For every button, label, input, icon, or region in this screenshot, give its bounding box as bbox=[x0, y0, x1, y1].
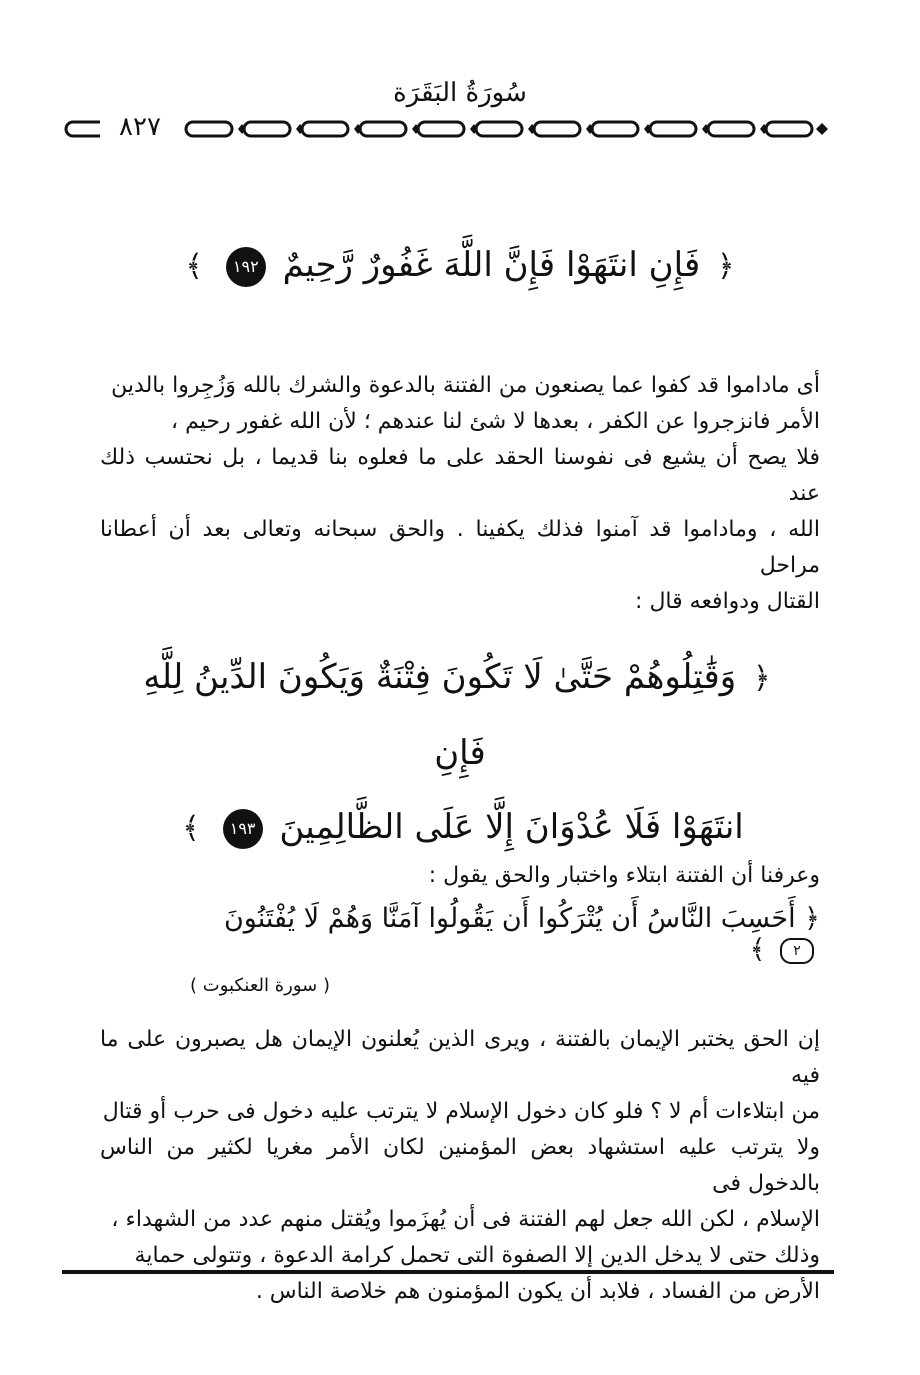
intro-line bbox=[100, 858, 820, 894]
quote-close-bracket: ﴾ bbox=[749, 934, 766, 965]
text-line: فلا يصح أن يشيع فى نفوسنا الحقد على ما فعلوه بنا قديما ، بل نحتسب ذلك عند bbox=[100, 445, 820, 506]
text-line: أى ماداموا قد كفوا عما يصنعون من الفتنة بالدعوة والشرك بالله وَزُجِروا بالدين bbox=[111, 373, 820, 398]
ayah-number-193: ١٩٣ bbox=[223, 809, 263, 849]
quote-open-bracket: ﴿ bbox=[804, 903, 820, 934]
text-line: وذلك حتى لا يدخل الدين إلا الصفوة التى تحمل كرامة الدعوة ، وتتولى حماية bbox=[134, 1243, 820, 1268]
text-line: من ابتلاءات أم لا ؟ فلو كان دخول الإسلام لا يترتب عليه دخول فى حرب أو قتال bbox=[102, 1099, 820, 1124]
verse-193 bbox=[120, 640, 800, 866]
verse-close-ornament: ﴾ bbox=[182, 811, 200, 846]
text-line: الله ، وماداموا قد آمنوا فذلك يكفينا . والحق سبحانه وتعالى بعد أن أعطانا مراحل bbox=[100, 517, 820, 578]
text-line: الأرض من الفساد ، فلابد أن يكون المؤمنون هم خلاصة الناس . bbox=[255, 1279, 820, 1304]
page-number: ٨٢٧ bbox=[100, 112, 180, 142]
quoted-verse bbox=[215, 903, 820, 965]
verse-open-ornament: ﴿ bbox=[753, 661, 771, 696]
ayah-number-192: ١٩٢ bbox=[226, 247, 266, 287]
footer-rule bbox=[62, 1270, 834, 1274]
text-line: القتال ودوافعه قال : bbox=[635, 589, 820, 614]
quote-ayah-number: ٢ bbox=[780, 938, 814, 964]
verse-193-text-1: وَقَٰتِلُوهُمْ حَتَّىٰ لَا تَكُونَ فِتْنَةٌ وَيَكُونَ الدِّينُ لِلَّهِ فَإِنِ bbox=[143, 657, 737, 773]
verse-192 bbox=[150, 228, 770, 304]
text-line: الإسلام ، لكن الله جعل لهم الفتنة فى أن يُهزَموا ويُقتل منهم عدد من الشهداء ، bbox=[111, 1207, 820, 1232]
commentary-paragraph-1 bbox=[100, 368, 820, 620]
text-line: الأمر فانزجروا عن الكفر ، بعدها لا شئ لنا عندهم ؛ لأن الله غفور رحيم ، bbox=[171, 409, 820, 434]
verse-close-ornament: ﴾ bbox=[185, 249, 203, 284]
header-ornament-rule bbox=[64, 116, 842, 142]
verse-193-line-2 bbox=[120, 790, 800, 866]
commentary-paragraph-2 bbox=[100, 1022, 820, 1310]
verse-open-ornament: ﴿ bbox=[717, 249, 735, 284]
text-line: إن الحق يختبر الإيمان بالفتنة ، ويرى الذين يُعلنون الإيمان هل يصبرون على ما فيه bbox=[100, 1027, 820, 1088]
surah-title: سُورَةُ البَقَرَة bbox=[393, 78, 527, 108]
verse-193-text-2: انتَهَوْا فَلَا عُدْوَانَ إِلَّا عَلَى الظَّالِمِينَ bbox=[279, 807, 744, 847]
verse-193-line-1 bbox=[120, 640, 800, 790]
verse-192-text: فَإِنِ انتَهَوْا فَإِنَّ اللَّهَ غَفُورٌ رَّحِيمٌ bbox=[282, 245, 701, 285]
quote-text: أَحَسِبَ النَّاسُ أَن يُتْرَكُوا أَن يَقُولُوا آمَنَّا وَهُمْ لَا يُفْتَنُونَ bbox=[223, 903, 796, 934]
text-line: وعرفنا أن الفتنة ابتلاء واختبار والحق يقول : bbox=[428, 863, 820, 888]
quote-source: ( سورة العنكبوت ) bbox=[190, 975, 330, 996]
text-line: ولا يترتب عليه استشهاد بعض المؤمنين لكان الأمر مغريا لكثير من الناس بالدخول فى bbox=[100, 1135, 820, 1196]
